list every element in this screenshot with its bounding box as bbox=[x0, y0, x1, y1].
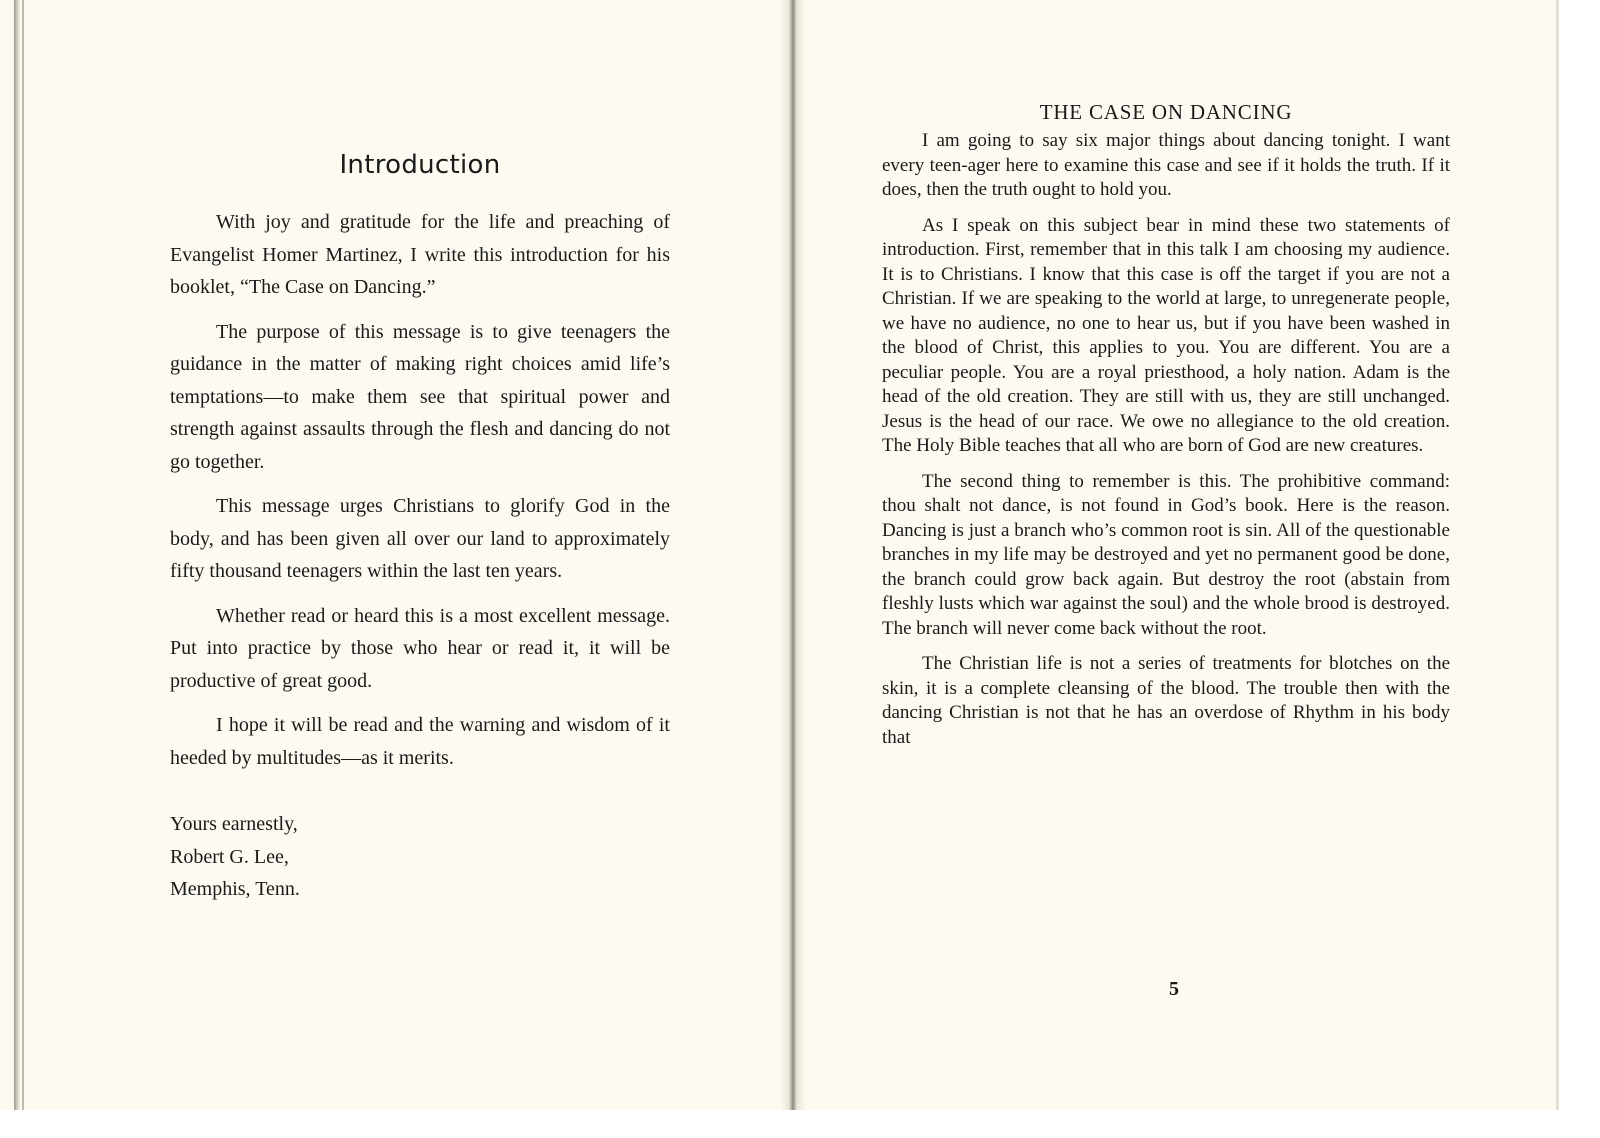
signoff-line: Yours earnestly, bbox=[170, 813, 298, 835]
book-gutter bbox=[780, 0, 806, 1110]
signoff-location: Memphis, Tenn. bbox=[170, 878, 300, 900]
introduction-heading: Introduction bbox=[339, 150, 501, 180]
intro-paragraph: I hope it will be read and the warning and wisdom of it heeded by multitudes—as it merits. bbox=[170, 714, 670, 769]
scan-background-bottom bbox=[0, 1110, 1600, 1138]
signoff-block bbox=[170, 808, 670, 906]
intro-paragraph: Whether read or heard this is a most excellent message. Put into practice by those who hear or read it, it will be productive of great good. bbox=[170, 604, 670, 692]
left-page bbox=[170, 150, 670, 906]
intro-paragraph: This message urges Christians to glorify God in the body, and has been given all over our land to approximately fifty thousand teenagers within the last ten years. bbox=[170, 495, 670, 582]
signoff-author: Robert G. Lee, bbox=[170, 845, 289, 868]
body-paragraph: As I speak on this subject bear in mind these two statements of introduction. First, remember that in this talk I am choosing my audience. It is to Christians. I know that this case is off the target if you are not a Christian. If we are speaking to the world at large, to unregenerate people, we have no audience, no one to hear us, but if you have been washed in the blood of Christ, this applies to you. You are different. You are a peculiar people. You are a royal priesthood, a holy nation. Adam is the head of the old creation. They are still with us, they are still unchanged. Jesus is the head of our race. We owe no allegiance to the old creation. The Holy Bible teaches that all who are born of God are new creatures. bbox=[882, 214, 1450, 456]
right-page bbox=[882, 100, 1450, 761]
page-stack-edge bbox=[14, 0, 20, 1110]
scan-background-right bbox=[1559, 0, 1600, 1110]
body-paragraph: The second thing to remember is this. The prohibitive command: thou shalt not dance, is not found in God’s book. Here is the reason. Dancing is just a branch who’s common root is sin. All of the questionable branches in my life may be destroyed and yet no permanent good be done, the branch could grow back again. But destroy the root (abstain from fleshly lusts which war against the soul) and the whole brood is destroyed. The branch will never come back without the root. bbox=[882, 470, 1450, 639]
chapter-heading: THE CASE ON DANCING bbox=[1039, 100, 1293, 124]
page-number: 5 bbox=[1169, 978, 1179, 1000]
intro-paragraph: The purpose of this message is to give teenagers the guidance in the matter of making right choices amid life’s temptations—to make them see that spiritual power and strength against assaults through the flesh and dancing do not go together. bbox=[170, 320, 670, 473]
body-paragraph: I am going to say six major things about dancing tonight. I want every teen-ager here to examine this case and see if it holds the truth. If it does, then the truth ought to hold you. bbox=[882, 130, 1450, 200]
page-stack-edge-line bbox=[22, 0, 24, 1110]
intro-paragraph: With joy and gratitude for the life and preaching of Evangelist Homer Martinez, I write this introduction for his booklet, “The Case on Dancing.” bbox=[170, 211, 670, 298]
body-paragraph: The Christian life is not a series of treatments for blotches on the skin, it is a complete cleansing of the blood. The trouble then with the dancing Christian is not that he has an overdose of Rhythm in his body that bbox=[882, 653, 1450, 748]
